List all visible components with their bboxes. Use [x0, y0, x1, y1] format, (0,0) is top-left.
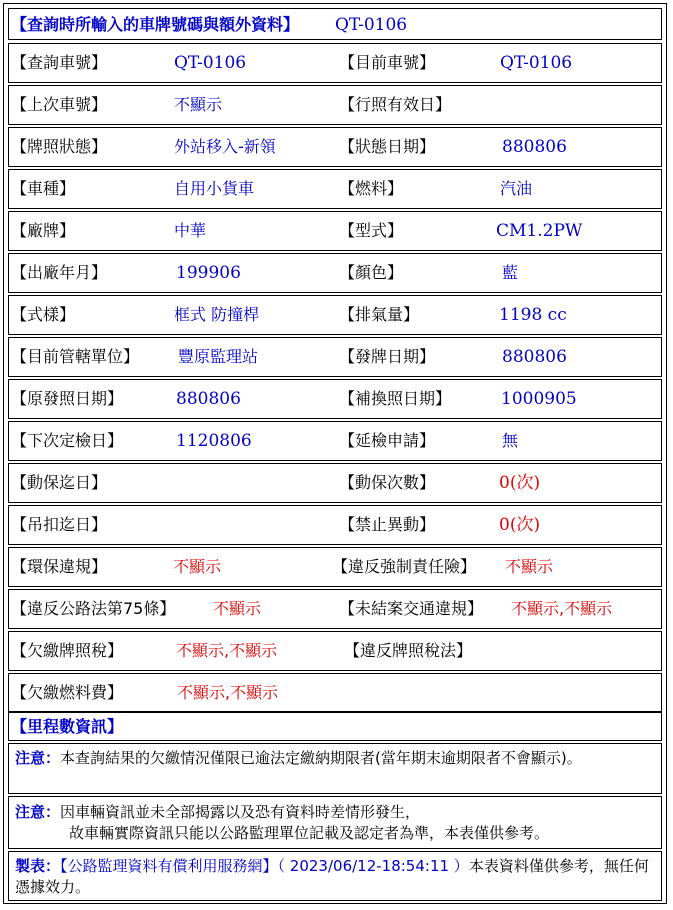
field-value: CM1.2PW	[496, 221, 583, 241]
query-header-row	[8, 8, 662, 40]
footer-timestamp: （ 2023/06/12-18:54:11 ）	[277, 857, 469, 875]
field-label: 【動保次數】	[339, 473, 436, 492]
field-label: 【延檢申請】	[339, 431, 436, 450]
info-row	[8, 673, 662, 713]
field-value: 中華	[174, 221, 207, 240]
field-value: 豐原監理站	[178, 347, 259, 366]
field-label: 【車種】	[11, 179, 76, 198]
field-value: 0(次)	[499, 515, 541, 535]
info-row	[8, 253, 662, 293]
field-label: 【狀態日期】	[339, 137, 436, 156]
field-value: 880806	[176, 389, 241, 409]
field-value: 自用小貨車	[174, 179, 255, 198]
field-label: 【違反公路法第75條】	[11, 599, 176, 618]
field-value: QT-0106	[500, 53, 573, 73]
field-value: QT-0106	[174, 53, 247, 73]
note-2	[8, 796, 662, 849]
note-2-line1: 因車輛資訊並未全部揭露以及恐有資料時差情形發生，	[60, 803, 421, 821]
note-1-text: 本查詢結果的欠繳情況僅限已逾法定繳納期限者(當年期末逾期限者不會顯示)。	[60, 749, 582, 767]
info-row	[8, 337, 662, 377]
field-label: 【廠牌】	[11, 221, 76, 240]
field-value: 1198 cc	[499, 305, 567, 325]
field-label: 【未結案交通違規】	[339, 599, 484, 618]
info-row	[8, 127, 662, 167]
field-value: 199906	[176, 263, 241, 283]
footer-key: 製表：	[15, 857, 61, 875]
note-2-line2: 故車輛實際資訊只能以公路監理單位記載及認定者為準，本表僅供參考。	[69, 824, 550, 842]
field-value: 不顯示	[173, 557, 222, 576]
field-value: 1120806	[176, 431, 252, 451]
note-2-key: 注意：	[15, 803, 61, 821]
info-row	[8, 589, 662, 629]
field-label: 【違反牌照稅法】	[344, 641, 473, 660]
field-label: 【式樣】	[11, 305, 76, 324]
info-row	[8, 631, 662, 671]
note-1-key: 注意：	[15, 749, 61, 767]
field-label: 【下次定檢日】	[11, 431, 124, 450]
mileage-label: 【里程數資訊】	[11, 717, 124, 736]
mileage-row	[8, 711, 662, 741]
field-value: 外站移入-新領	[174, 137, 276, 156]
field-label: 【環保違規】	[11, 557, 108, 576]
info-row	[8, 505, 662, 545]
field-label: 【原發照日期】	[11, 389, 124, 408]
field-label: 【型式】	[339, 221, 404, 240]
info-row	[8, 463, 662, 503]
info-row	[8, 43, 662, 83]
field-value: 不顯示	[505, 557, 554, 576]
field-value: 框式 防撞桿	[174, 305, 260, 324]
field-label: 【燃料】	[339, 179, 404, 198]
report-frame	[3, 3, 667, 904]
field-label: 【補換照日期】	[339, 389, 452, 408]
field-label: 【行照有效日】	[339, 95, 452, 114]
info-row	[8, 169, 662, 209]
field-value: 880806	[502, 347, 567, 367]
field-label: 【違反強制責任險】	[332, 557, 477, 576]
field-label: 【查詢車號】	[11, 53, 108, 72]
footer-text: 本表資料僅供參考，無任何憑據效力。	[15, 857, 649, 896]
field-value: 880806	[502, 137, 567, 157]
info-row	[8, 421, 662, 461]
field-label: 【欠繳牌照稅】	[11, 641, 124, 660]
note-1	[8, 743, 662, 794]
field-label: 【發牌日期】	[339, 347, 436, 366]
info-row	[8, 211, 662, 251]
field-label: 【顏色】	[339, 263, 404, 282]
field-value: 不顯示	[213, 599, 262, 618]
field-label: 【出廠年月】	[11, 263, 108, 282]
field-label: 【欠繳燃料費】	[11, 683, 124, 702]
info-row	[8, 379, 662, 419]
field-label: 【動保迄日】	[11, 473, 108, 492]
field-label: 【目前管轄單位】	[11, 347, 140, 366]
field-value: 不顯示,不顯示	[177, 683, 279, 702]
field-value: 不顯示,不顯示	[176, 641, 278, 660]
field-label: 【排氣量】	[339, 305, 420, 324]
field-value: 無	[502, 431, 519, 450]
field-label: 【上次車號】	[11, 95, 108, 114]
query-header-value: QT-0106	[335, 15, 408, 35]
field-value: 藍	[502, 263, 519, 282]
footer-note	[8, 851, 662, 901]
info-row	[8, 295, 662, 335]
field-value: 不顯示	[174, 95, 223, 114]
field-value: 0(次)	[499, 473, 541, 493]
field-label: 【吊扣迄日】	[11, 515, 108, 534]
field-label: 【禁止異動】	[339, 515, 436, 534]
field-value: 1000905	[501, 389, 577, 409]
field-label: 【目前車號】	[339, 53, 436, 72]
footer-source: 【公路監理資料有償利用服務網】	[60, 857, 278, 875]
field-value: 不顯示,不顯示	[511, 599, 613, 618]
field-value: 汽油	[500, 179, 533, 198]
info-row	[8, 85, 662, 125]
field-label: 【牌照狀態】	[11, 137, 108, 156]
query-header-label: 【查詢時所輸入的車牌號碼與額外資料】	[11, 15, 300, 34]
info-row	[8, 547, 662, 587]
